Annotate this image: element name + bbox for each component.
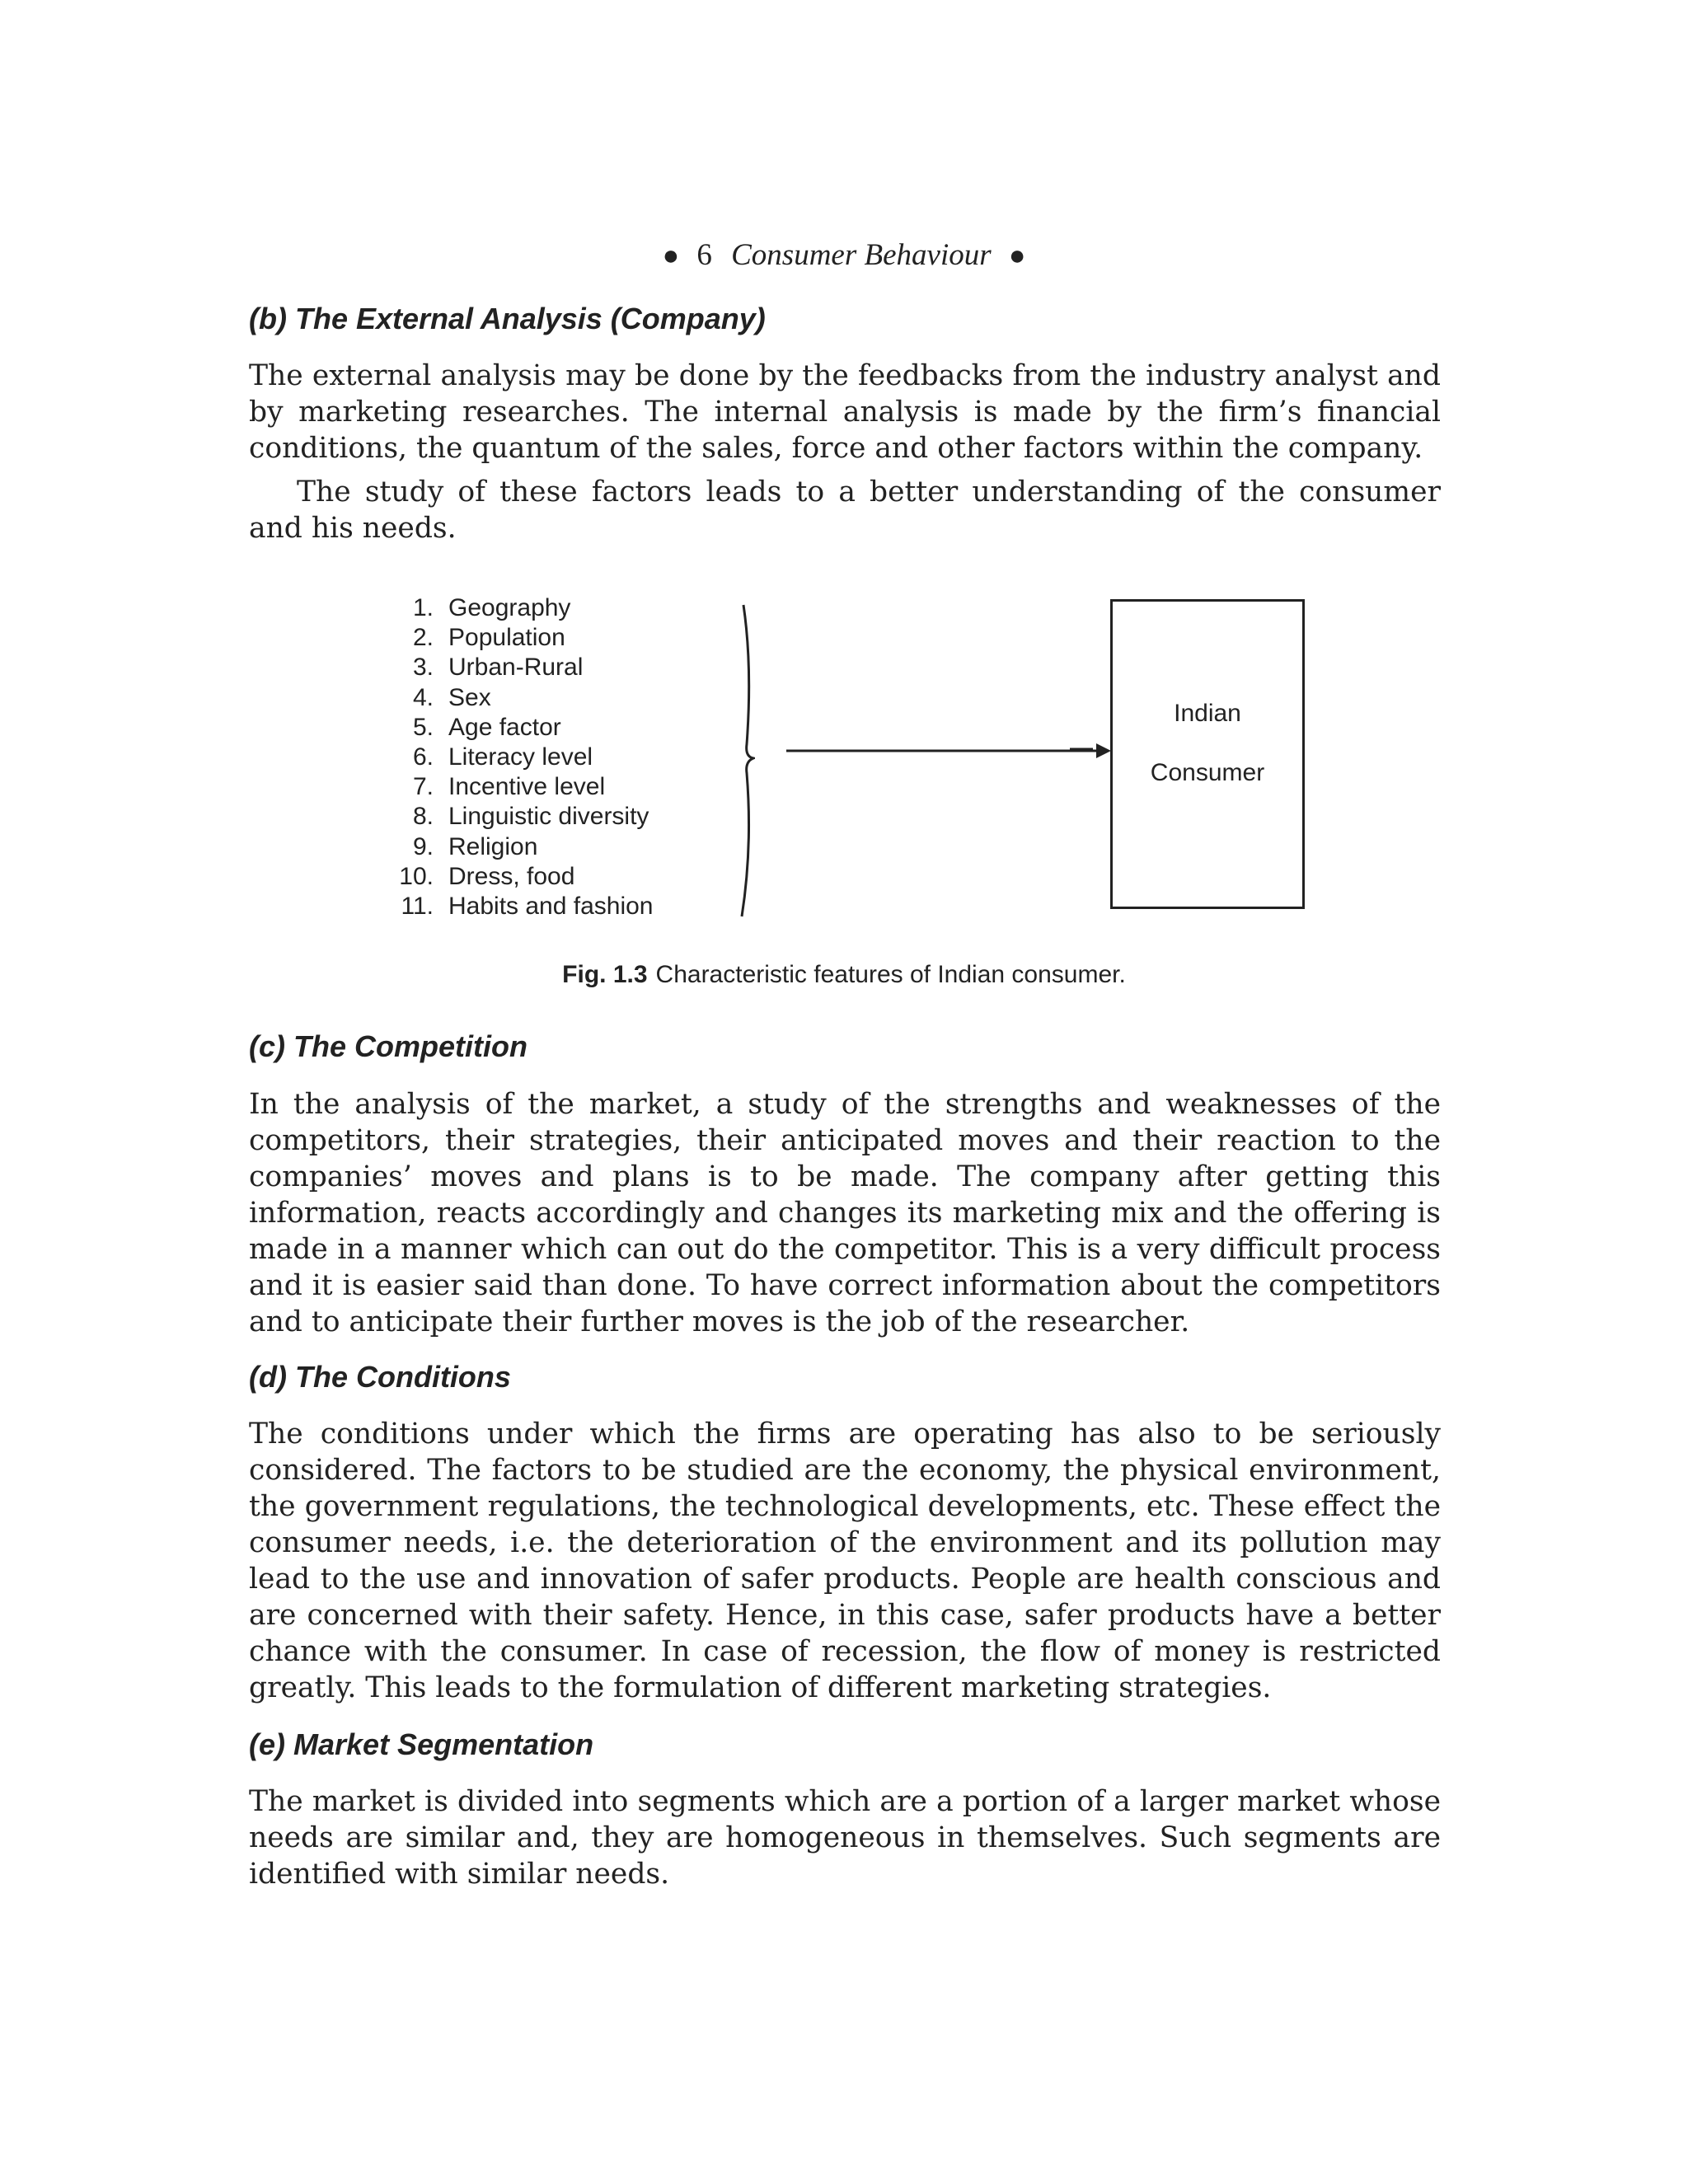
factor-number: 1. (412, 594, 434, 621)
factor-number: 10. (399, 862, 434, 890)
factor-item (387, 832, 654, 862)
arrow-right-icon (783, 740, 1113, 762)
brace-icon (725, 600, 755, 921)
factor-number: 8. (412, 803, 434, 831)
figure-caption (0, 958, 1688, 991)
factor-label: Age factor (448, 713, 561, 741)
section-d-heading: (d) The Conditions (249, 1360, 511, 1394)
factor-item (387, 683, 654, 713)
factor-item (387, 802, 654, 832)
section-b-heading: (b) The External Analysis (Company) (249, 302, 766, 335)
factor-label: Geography (448, 594, 571, 621)
section-b-paragraph-1: The external analysis may be done by the feedbacks from the industry analyst and by marketing researches. The internal analysis is made by the firm’s financial conditions, the quantum of the sales, force and other factors within the company. (249, 359, 1441, 465)
section-c-paragraph: In the analysis of the market, a study of the strengths and weaknesses of the competitors, their strategies, their anticipated moves and their reaction to the companies’ moves and plans is to be made. The company after getting this information, reacts accordingly and changes its marketing mix and the offering is made in a manner which can out do the competitor. This is a very difficult process and it is easier said than done. To have correct information about the competitors and to anticipate their further moves is the job of the researcher. (249, 1088, 1441, 1338)
factor-label: Literacy level (448, 743, 593, 771)
factor-label: Habits and fashion (448, 893, 654, 921)
figure-caption-label: Fig. 1.3 (562, 961, 648, 988)
section-e-heading: (e) Market Segmentation (249, 1727, 594, 1761)
running-head (0, 234, 1688, 278)
factor-item (387, 862, 654, 892)
section-e-paragraph: The market is divided into segments which are a portion of a larger market whose needs are similar and, they are homogeneous in themselves. Such segments are identified with similar needs. (249, 1785, 1441, 1891)
factor-item (387, 892, 654, 921)
factor-number: 3. (412, 654, 434, 682)
factor-label: Incentive level (448, 773, 606, 801)
factor-number: 7. (412, 773, 434, 801)
factor-label: Population (448, 624, 565, 652)
section-d-paragraph: The conditions under which the firms are operating has also to be seriously considered. The factors to be studied are the economy, the physical environment, the government regulations, the technological developments, etc. These effect the consumer needs, i.e. the deterioration of the environment and its pollution may lead to the use and innovation of safer products. People are health conscious and are concerned with their safety. Hence, in this case, safer products have a better chance with the consumer. In case of recession, the flow of money is restricted greatly. This leads to the formulation of different marketing strategies. (249, 1418, 1441, 1704)
factor-label: Religion (448, 832, 538, 860)
factor-item (387, 623, 654, 653)
box-label-consumer: Consumer (1150, 759, 1265, 786)
factor-number: 5. (412, 713, 434, 741)
factor-label: Urban-Rural (448, 654, 584, 682)
indian-consumer-box (1110, 599, 1305, 909)
section-c-heading: (c) The Competition (249, 1029, 528, 1063)
factor-label: Linguistic diversity (448, 803, 649, 831)
factor-label: Sex (448, 683, 491, 711)
factor-number: 6. (412, 743, 434, 771)
factor-number: 9. (412, 832, 434, 860)
factor-item (387, 772, 654, 802)
bullet-right: ● (1008, 241, 1026, 271)
figure-factor-list (387, 593, 654, 921)
factor-number: 2. (412, 624, 434, 652)
page-number: 6 (696, 238, 712, 272)
section-b-paragraph-2: The study of these factors leads to a better understanding of the consumer and his needs. (249, 476, 1441, 545)
factor-number: 4. (412, 683, 434, 711)
book-title: Consumer Behaviour (731, 238, 992, 272)
factor-item (387, 593, 654, 623)
factor-item (387, 653, 654, 682)
factor-item (387, 713, 654, 743)
figure-caption-text: Characteristic features of Indian consumer. (655, 961, 1126, 988)
box-label-indian: Indian (1174, 700, 1241, 727)
factor-number: 11. (401, 893, 434, 921)
bullet-left: ● (662, 241, 680, 271)
factor-item (387, 743, 654, 772)
factor-label: Dress, food (448, 862, 575, 890)
